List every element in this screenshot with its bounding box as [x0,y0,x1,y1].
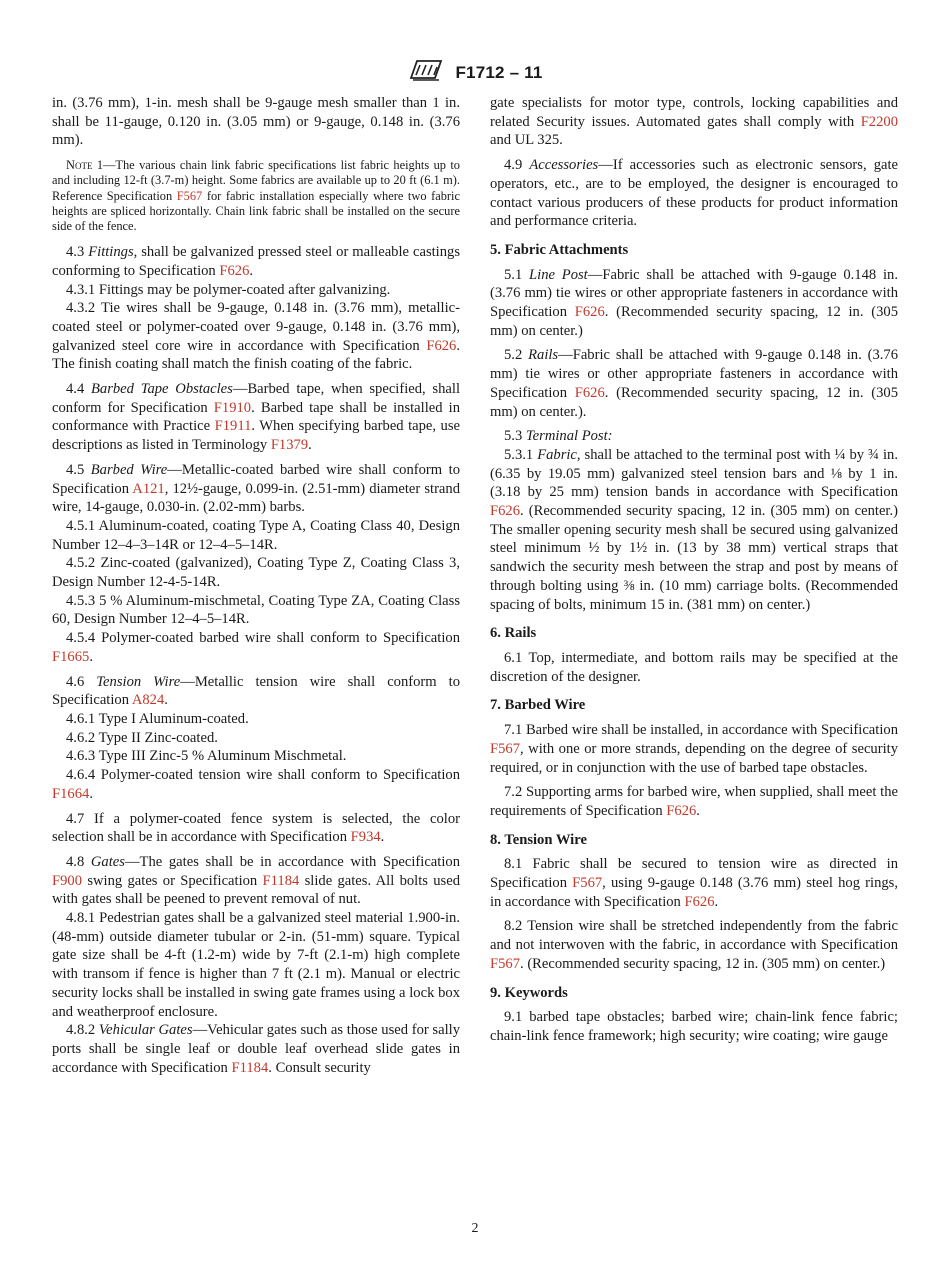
right-column [490,94,898,1046]
paragraph-4-5: 4.5 Barbed Wire—Metallic-coated barbed wire shall conform to Specification A121, 12½-gauge, 0.099-in. (2.51-mm) diameter strand wire, 14-gauge, 0.030-in. (2.02-mm) barbs. [52,461,461,516]
note-1: Note 1—The various chain link fabric specifications list fabric heights up to and including 12-ft (3.7-m) height. Some fabrics are available up to 20 ft (6.1 m). Reference Specification F567 for fabric installation especially where two fabric heights are spliced horizontally. Chain link fabric shall be installed on the secure side of the fence. [52,158,460,233]
paragraph-4-7: 4.7 If a polymer-coated fence system is selected, the color selection shall be in accordance with Specification F934. [52,810,460,846]
link-f567[interactable]: F567 [490,955,521,972]
section-5-heading: 5. Fabric Attachments [490,241,629,258]
section-7-heading: 7. Barbed Wire [490,697,586,714]
link-a121[interactable]: A121 [132,480,165,497]
paragraph-7-2: 7.2 Supporting arms for barbed wire, when supplied, shall meet the requirements of Specification F626. [490,784,898,819]
link-f1910[interactable]: F1910 [213,399,252,416]
paragraph-6-1: 6.1 Top, intermediate, and bottom rails may be specified at the discretion of the designer. [490,649,898,685]
paragraph-4-8-2: 4.8.2 Vehicular Gates—Vehicular gates such as those used for sally ports shall be single leaf or double leaf overhead slide gates in accordance with Specification F1184. Consult security [52,1022,460,1076]
paragraph-4-2-cont: in. (3.76 mm), 1-in. mesh shall be 9-gauge mesh smaller than 1 in. shall be 11-gauge, 0.120 in. (3.05 mm) or 9-gauge, 0.148 in. (3.76 mm). [52,95,460,149]
paragraph-4-6-4: 4.6.4 Polymer-coated tension wire shall conform to Specification F1664. [52,767,460,802]
link-f626[interactable]: F626 [426,337,457,354]
link-a824[interactable]: A824 [131,692,165,709]
paragraph-9-1: 9.1 barbed tape obstacles; barbed wire; chain-link fence fabric; chain-link fence framework; high security; wire coating; wire gauge [490,1009,898,1044]
page-header [0,58,950,84]
paragraph-4-8: 4.8 Gates—The gates shall be in accordance with Specification F900 swing gates or Specification F1184 slide gates. All bolts used with gates shall be peened to prevent removal of nut. [52,853,461,908]
link-f626[interactable]: F626 [666,802,697,819]
paragraph-4-8-1: 4.8.1 Pedestrian gates shall be a galvanized steel material 1.900-in. (48-mm) outside diameter tubular or 2-in. (51-mm) square. Typical gate size shall be 4-ft (1.2-m) wide by 7-ft (2.1-m) high complete with transom if fence is higher than 7 ft (2.1 m). Manual or electric security locks shall be installed in swing gate frames using a lock box and weatherproof enclosure. [52,910,460,1020]
link-f1184[interactable]: F1184 [231,1059,269,1076]
paragraph-4-4: 4.4 Barbed Tape Obstacles—Barbed tape, when specified, shall conform for Specification F1910. Barbed tape shall be installed in conformance with Practice F1911. When specifying barbed tape, use descriptions as listed in Terminology F1379. [52,381,461,454]
page-number: 2 [471,1221,479,1236]
paragraph-4-3-2: 4.3.2 Tie wires shall be 9-gauge, 0.148 in. (3.76 mm), metallic-coated steel or polymer-coated over 9-gauge, 0.148 in. (3.76 mm), galvanized steel core wire in accordance with Specification F626. The finish coating shall match the finish coating of the fabric. [52,300,460,373]
astm-logo-icon [407,58,445,87]
link-f1184[interactable]: F1184 [262,872,300,889]
link-f626[interactable]: F626 [574,304,605,321]
link-f567[interactable]: F567 [572,875,603,892]
document-number: F1712 – 11 [455,62,543,82]
paragraph-4-9: 4.9 Accessories—If accessories such as electronic sensors, gate operators, etc., are to be employed, the designer is encouraged to contact various producers of these products for product information and performance criteria. [490,157,899,230]
section-8-heading: 8. Tension Wire [490,831,587,848]
link-f626[interactable]: F626 [219,262,250,279]
paragraph-7-1: 7.1 Barbed wire shall be installed, in accordance with Specification F567, with one or more strands, depending on the degree of security required, or in conjunction with the use of barbed tape obstacles. [490,722,898,776]
paragraph-8-1: 8.1 Fabric shall be secured to tension wire as directed in Specification F567, using 9-gauge 0.148 (3.76 mm) steel hog rings, in accordance with Specification F626. [490,856,898,910]
link-f1665[interactable]: F1665 [52,648,90,665]
paragraph-4-3: 4.3 Fittings, shall be galvanized pressed steel or malleable castings conforming to Specification F626. [52,244,461,279]
paragraph-4-5-2: 4.5.2 Zinc-coated (galvanized), Coating Type Z, Coating Class 3, Design Number 12-4-5-14R. [52,555,460,591]
link-f1911[interactable]: F1911 [214,418,252,435]
paragraph-4-5-3: 4.5.3 5 % Aluminum-mischmetal, Coating Type ZA, Coating Class 60, Design Number 12–4–5–14R. [52,592,460,628]
paragraph-5-3-1: 5.3.1 Fabric, shall be attached to the terminal post with ¼ by ¾ in. (6.35 by 19.05 mm) galvanized steel tension bars and ⅛ by 1 in. (3.18 by 25 mm) tension bands in accordance with Specification F626. (Recommended security spacing, 12 in. (305 mm) on center.) The smaller opening security mesh shall be secured using galvanized steel minimum ½ by 1½ in. (13 by 38 mm) vertical straps that sandwich the security mesh between the strap and post by means of through bolting using ⅜ in. (10 mm) carriage bolts. (Recommended spacing of bolts, minimum 15 in. (381 mm) on center.) [490,446,898,613]
paragraph-8-2: 8.2 Tension wire shall be stretched independently from the fabric and not interwoven with the fabric, in accordance with Specification F567. (Recommended security spacing, 12 in. (305 mm) on center.) [490,918,898,972]
note-label: Note 1 [66,158,104,173]
paragraph-4-5-4: 4.5.4 Polymer-coated barbed wire shall conform to Specification F1665. [52,630,460,665]
paragraph-4-8-2-cont: gate specialists for motor type, controls, locking capabilities and related Security issues. Automated gates shall comply with F2200 and UL 325. [490,95,898,149]
paragraph-5-3: 5.3 Terminal Post: [504,428,613,445]
link-f1379[interactable]: F1379 [270,437,309,454]
paragraph-4-6-1: 4.6.1 Type I Aluminum-coated. [66,711,249,727]
left-column [52,94,460,1077]
link-f567[interactable]: F567 [176,188,203,203]
paragraph-4-5-1: 4.5.1 Aluminum-coated, coating Type A, Coating Class 40, Design Number 12–4–3–14R or 12–4–5–14R. [52,517,460,553]
paragraph-4-6: 4.6 Tension Wire—Metallic tension wire shall conform to Specification A824. [52,673,461,709]
link-f900[interactable]: F900 [52,872,83,889]
link-f626[interactable]: F626 [574,384,605,401]
paragraph-4-3-1: 4.3.1 Fittings may be polymer-coated after galvanizing. [66,281,391,298]
paragraph-5-1: 5.1 Line Post—Fabric shall be attached with 9-gauge 0.148 in. (3.76 mm) tie wires or other appropriate fasteners in accordance with Specification F626. (Recommended security spacing, 12 in. (305 mm) on center.) [490,266,898,339]
section-6-heading: 6. Rails [490,625,537,642]
link-f2200[interactable]: F2200 [860,113,898,130]
paragraph-4-6-3: 4.6.3 Type III Zinc-5 % Aluminum Mischmetal. [66,748,347,765]
paragraph-4-6-2: 4.6.2 Type II Zinc-coated. [66,729,218,746]
paragraph-5-2: 5.2 Rails—Fabric shall be attached with 9-gauge 0.148 in. (3.76 mm) tie wires or other appropriate fasteners in accordance with Specification F626. (Recommended security spacing, 12 in. (305 mm) on center.). [490,347,898,420]
section-9-heading: 9. Keywords [490,984,568,1001]
link-f626[interactable]: F626 [490,503,521,520]
link-f934[interactable]: F934 [350,829,381,846]
link-f1664[interactable]: F1664 [52,785,90,802]
link-f626[interactable]: F626 [684,893,715,910]
link-f567[interactable]: F567 [490,740,521,757]
